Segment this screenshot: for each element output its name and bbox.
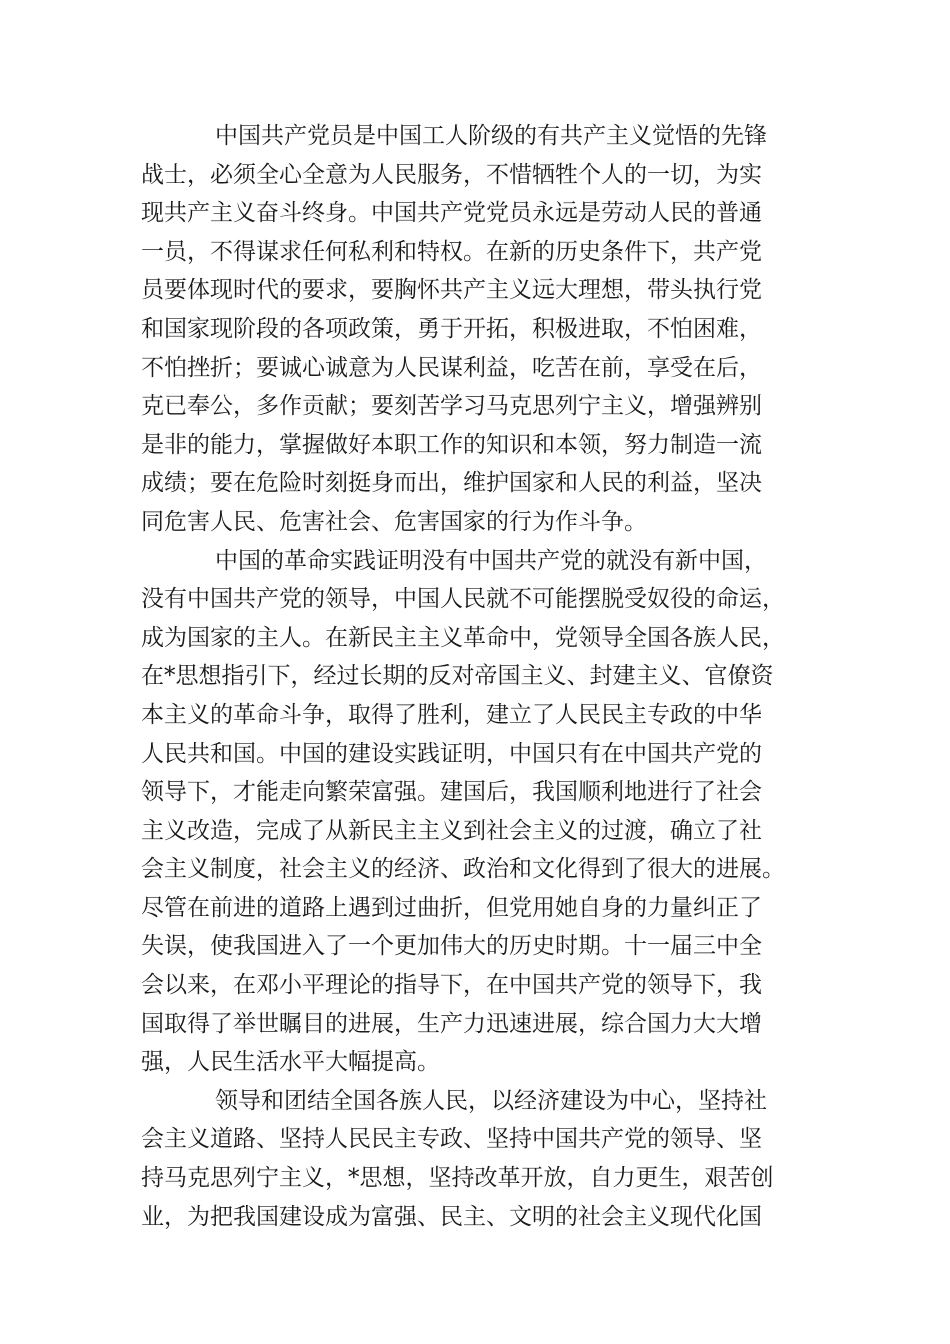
text-line: 业，为把我国建设成为富强、民主、文明的社会主义现代化国: [141, 1203, 762, 1230]
text-line: 主义改造，完成了从新民主主义到社会主义的过渡，确立了社: [141, 817, 762, 844]
text-line: 国取得了举世瞩目的进展，生产力迅速进展，综合国力大大增: [141, 1010, 762, 1037]
text-line: 失误，使我国进入了一个更加伟大的历史时期。十一届三中全: [141, 933, 762, 960]
text-line: 没有中国共产党的领导，中国人民就不可能摆脱受奴役的命运，: [141, 586, 785, 613]
paragraph-1: [141, 117, 809, 542]
text-line: 本主义的革命斗争，取得了胜利，建立了人民民主专政的中华: [141, 701, 762, 728]
text-line: 同危害人民、危害社会、危害国家的行为作斗争。: [141, 508, 647, 535]
document-body: [141, 117, 809, 1236]
text-line: 尽管在前进的道路上遇到过曲折，但党用她自身的力量纠正了: [141, 894, 762, 921]
text-line: 是非的能力，掌握做好本职工作的知识和本领，努力制造一流: [141, 431, 762, 458]
text-line: 会主义制度，社会主义的经济、政治和文化得到了很大的进展。: [141, 856, 785, 883]
text-line: 成为国家的主人。在新民主主义革命中，党领导全国各族人民，: [141, 624, 785, 651]
text-line: 成绩；要在危险时刻挺身而出，维护国家和人民的利益，坚决: [141, 470, 762, 497]
text-line: 领导和团结全国各族人民，以经济建设为中心，坚持社: [215, 1087, 767, 1114]
text-line: 员要体现时代的要求，要胸怀共产主义远大理想，带头执行党: [141, 277, 762, 304]
text-line: 持马克思列宁主义，*思想，坚持改革开放，自力更生，艰苦创: [141, 1165, 774, 1192]
text-line: 中国的革命实践证明没有中国共产党的就没有新中国，: [215, 547, 767, 574]
text-line: 克已奉公，多作贡献；要刻苦学习马克思列宁主义，增强辨别: [141, 393, 762, 420]
paragraph-3: [141, 1082, 809, 1236]
paragraph-2: [141, 542, 809, 1082]
text-line: 会主义道路、坚持人民民主专政、坚持中国共产党的领导、坚: [141, 1126, 762, 1153]
text-line: 会以来，在邓小平理论的指导下，在中国共产党的领导下，我: [141, 972, 762, 999]
text-line: 领导下，才能走向繁荣富强。建国后，我国顺利地进行了社会: [141, 779, 762, 806]
text-line: 不怕挫折；要诚心诚意为人民谋利益，吃苦在前，享受在后，: [141, 354, 762, 381]
text-line: 现共产主义奋斗终身。中国共产党党员永远是劳动人民的普通: [141, 200, 762, 227]
text-line: 人民共和国。中国的建设实践证明，中国只有在中国共产党的: [141, 740, 762, 767]
text-line: 强，人民生活水平大幅提高。: [141, 1049, 440, 1076]
text-line: 和国家现阶段的各项政策，勇于开拓，积极进取，不怕困难，: [141, 315, 762, 342]
text-line: 一员，不得谋求任何私利和特权。在新的历史条件下，共产党: [141, 238, 762, 265]
text-line: 中国共产党员是中国工人阶级的有共产主义觉悟的先锋: [215, 123, 767, 149]
text-line: 在*思想指引下，经过长期的反对帝国主义、封建主义、官僚资: [141, 663, 774, 690]
text-line: 战士，必须全心全意为人民服务，不惜牺牲个人的一切，为实: [141, 161, 762, 188]
